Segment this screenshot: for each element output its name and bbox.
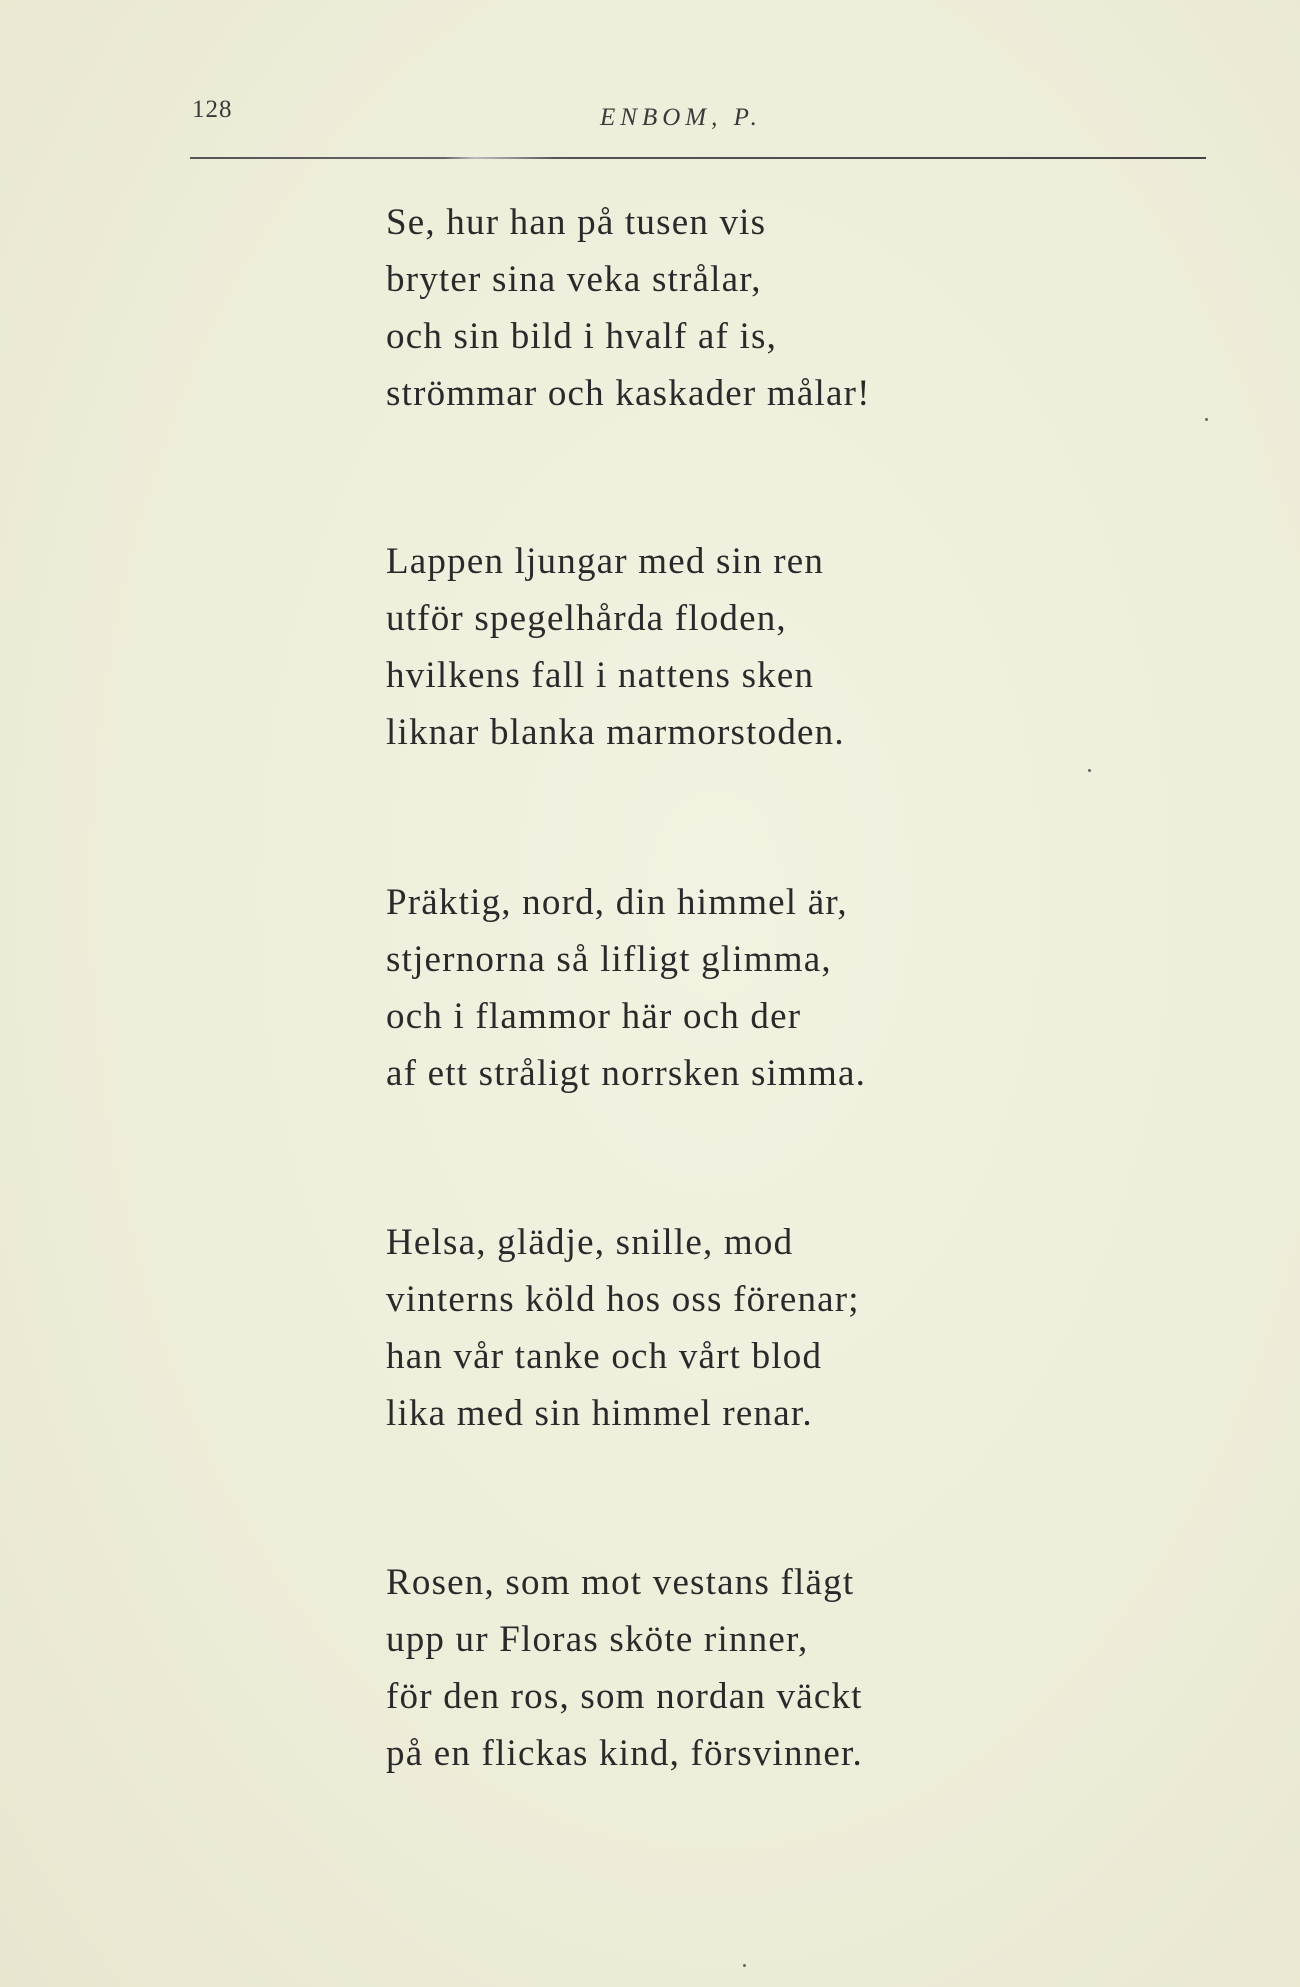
poem-line: hvilkens fall i nattens sken (386, 655, 815, 696)
paper-speck (1088, 769, 1091, 772)
poem-stanza (386, 874, 866, 1102)
poem-line: upp ur Floras sköte rinner, (386, 1619, 809, 1660)
poem-line: för den ros, som nordan väckt (386, 1676, 863, 1717)
poem-line: af ett stråligt norrsken simma. (386, 1053, 867, 1094)
poem-line: stjernorna så lifligt glimma, (386, 939, 832, 980)
poem-line: Lappen ljungar med sin ren (386, 541, 825, 582)
paper-speck (743, 1964, 746, 1967)
poem-line: han vår tanke och vårt blod (386, 1336, 823, 1377)
poem-line: Se, hur han på tusen vis (386, 202, 767, 243)
poem-line: lika med sin himmel renar. (386, 1393, 813, 1434)
header-rule (190, 157, 1206, 159)
poem-line: på en flickas kind, försvinner. (386, 1733, 863, 1774)
paper-speck (1205, 418, 1208, 421)
poem-line: bryter sina veka strålar, (386, 259, 762, 300)
poem-stanza (386, 194, 871, 422)
poem-stanza (386, 1214, 860, 1442)
poem-line: liknar blanka marmorstoden. (386, 712, 845, 753)
poem-line: strömmar och kaskader målar! (386, 373, 871, 414)
poem-stanza (386, 1554, 863, 1782)
poem-line: och sin bild i hvalf af is, (386, 316, 778, 357)
running-head: ENBOM, P. (600, 104, 762, 131)
poem-line: utför spegelhårda floden, (386, 598, 787, 639)
page-number: 128 (192, 96, 233, 123)
poem-line: vinterns köld hos oss förenar; (386, 1279, 860, 1320)
poem-line: Präktig, nord, din himmel är, (386, 882, 848, 923)
poem-stanza (386, 533, 845, 761)
poem-line: Rosen, som mot vestans flägt (386, 1562, 855, 1603)
poem-line: och i flammor här och der (386, 996, 802, 1037)
poem-line: Helsa, glädje, snille, mod (386, 1222, 794, 1263)
